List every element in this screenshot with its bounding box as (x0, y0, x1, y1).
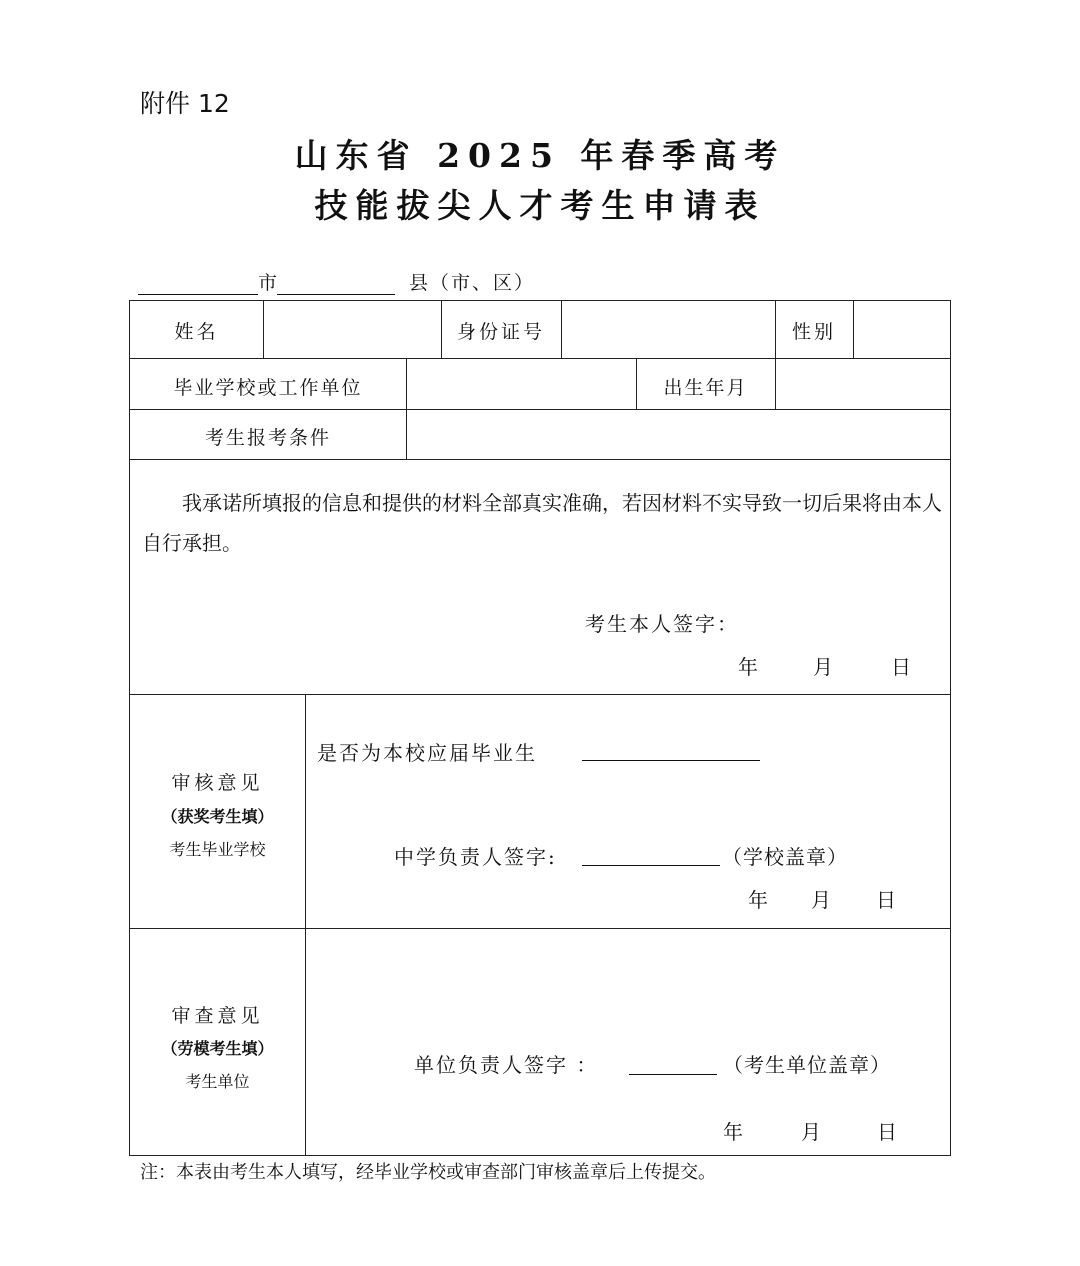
form-title-line2: 技能拔尖人才考生申请表 (314, 186, 766, 225)
attachment-label: 附件 12 (140, 89, 230, 118)
school-label: 毕业学校或工作单位 (173, 377, 363, 399)
review-day: 日 (876, 888, 896, 912)
review-year: 年 (748, 888, 768, 912)
name-label: 姓名 (174, 321, 219, 343)
school-principal-signature-label: 中学负责人签字: (394, 845, 557, 869)
unit-leader-signature-label: 单位负责人签字 ： (414, 1053, 599, 1077)
review-sub: 考生毕业学校 (169, 840, 266, 859)
pledge-signature-label: 考生本人签字： (585, 612, 739, 636)
footnote: 注：本表由考生本人填写，经毕业学校或审查部门审核盖章后上传提交。 (140, 1162, 716, 1183)
inspection-label: 审查意见 (171, 1005, 264, 1027)
pledge-day: 日 (891, 655, 911, 679)
graduate-question: 是否为本校应届毕业生 (317, 741, 537, 765)
review-label: 审核意见 (171, 772, 264, 794)
unit-leader-signature-blank[interactable] (629, 1051, 717, 1075)
gender-label: 性别 (791, 321, 836, 343)
review-month: 月 (811, 888, 831, 912)
name-input[interactable] (264, 303, 440, 357)
review-note: （获奖考生填） (161, 807, 274, 826)
inspection-sub: 考生单位 (185, 1072, 250, 1091)
city-suffix: 市 (258, 272, 278, 294)
inspection-note: （劳模考生填） (161, 1039, 274, 1058)
birth-input[interactable] (776, 359, 950, 408)
inspection-year: 年 (723, 1120, 743, 1144)
inspection-month: 月 (801, 1120, 821, 1144)
location-line (138, 268, 535, 295)
county-blank[interactable] (277, 272, 395, 295)
id-number-label: 身份证号 (456, 321, 545, 343)
pledge-year: 年 (738, 655, 758, 679)
city-blank[interactable] (138, 272, 258, 295)
gender-input[interactable] (854, 303, 950, 357)
form-title-line1: 山东省 2025 年春季高考 (294, 136, 786, 175)
graduate-answer-blank[interactable] (582, 737, 760, 761)
application-table (129, 300, 951, 1156)
id-number-input[interactable] (562, 303, 774, 357)
pledge-month: 月 (813, 655, 833, 679)
birth-label: 出生年月 (663, 377, 748, 399)
school-input[interactable] (407, 359, 635, 408)
condition-label: 考生报考条件 (204, 427, 331, 449)
school-stamp-label: （学校盖章） (722, 845, 848, 869)
condition-input[interactable] (407, 410, 950, 458)
unit-stamp-label: （考生单位盖章） (723, 1053, 891, 1077)
pledge-text: 我承诺所填报的信息和提供的材料全部真实准确，若因材料不实导致一切后果将由本人自行承担。 (142, 491, 942, 555)
county-suffix: 县（市、区） (409, 272, 536, 294)
inspection-day: 日 (877, 1120, 897, 1144)
school-principal-signature-blank[interactable] (582, 842, 720, 866)
